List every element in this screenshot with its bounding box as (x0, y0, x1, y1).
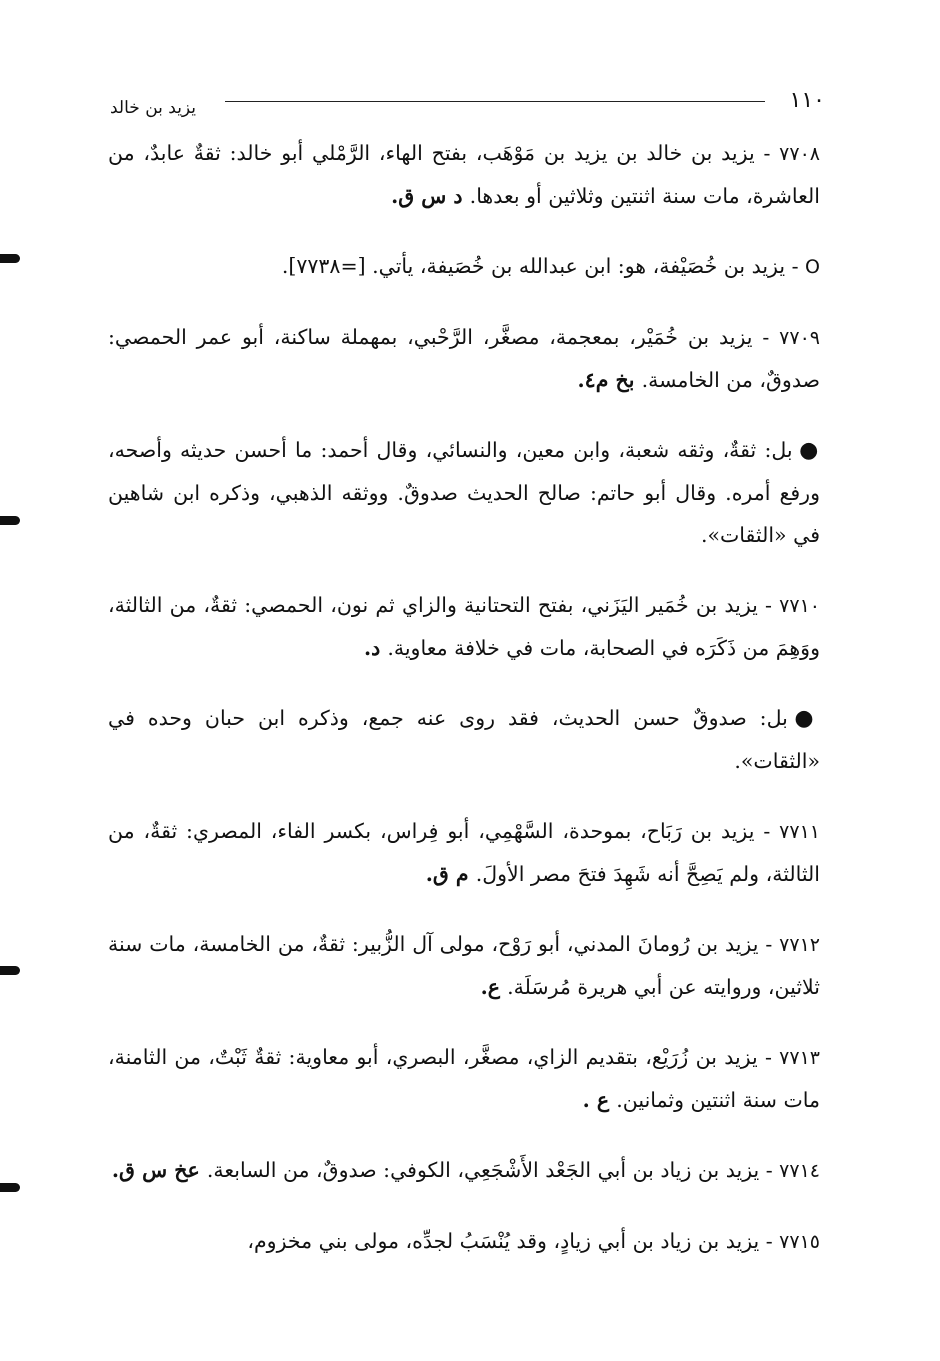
entry-number: ٧٧٠٩ (779, 327, 820, 349)
entry-text: - يزيد بن رُومانَ المدني، أبو رَوْح، مولى آل الزُّبير: ثقةٌ، من الخامسة، مات سنة ثلاثين، وروايته عن أبي هريرة مُرسَلَة. (108, 932, 820, 999)
entry-7713 (108, 1036, 820, 1121)
page-header (110, 88, 825, 128)
entry-symbols: د. (363, 636, 388, 660)
entry-symbols: م ق. (425, 862, 476, 886)
entry-number: ٧٧١٤ (779, 1160, 820, 1182)
circle-icon: O (805, 256, 820, 278)
entry-text: - يزيد بن زياد بن أبي زيادٍ، وقد يُنْسَبُ لجدِّه، مولى بني مخزوم، (247, 1229, 780, 1253)
entry-text: - يزيد بن زُرَيْع، بتقديم الزاي، مصغَّر، البصري، أبو معاوية: ثقةٌ ثَبْتٌ، من الثامنة، مات سنة اثنتين وثمانين. (108, 1045, 820, 1112)
entry-7712 (108, 923, 820, 1008)
entry-number: ٧٧٠٨ (779, 143, 820, 165)
bullet-icon: ● (799, 438, 820, 463)
page-number: ١١٠ (789, 88, 825, 113)
bullet-icon: ● (794, 706, 820, 731)
entry-7708 (108, 132, 820, 217)
entry-symbols: ع. (480, 975, 508, 999)
editor-note (108, 697, 820, 782)
entry-7714 (108, 1149, 820, 1192)
entry-symbols: د س ق. (391, 184, 470, 208)
entry-7709 (108, 316, 820, 401)
entry-text: - يزيد بن خُصَيْفة، هو: ابن عبدالله بن خُصَيفة، يأتي. [=٧٧٣٨]. (281, 254, 806, 278)
entry-number: ٧٧١٢ (779, 934, 820, 956)
note-text: بل: صدوقٌ حسن الحديث، فقد روى عنه جمع، وذكره ابن حبان وحده في «الثقات». (108, 706, 820, 773)
entry-7715 (108, 1220, 820, 1263)
entry-text: - يزيد بن خالد بن يزيد بن مَوْهَب، بفتح الهاء، الرَّمْلي أبو خالد: ثقةٌ عابدٌ، من العاشرة، مات سنة اثنتين وثلاثين أو بعدها. (108, 141, 820, 208)
entry-7710 (108, 584, 820, 669)
entry-symbols: عخ س ق. (111, 1158, 207, 1182)
margin-marker (0, 966, 20, 975)
entry-text: - يزيد بن رَبَاح، بموحدة، السَّهْمِي، أبو فِراس، بكسر الفاء، المصري: ثقةٌ، من الثالثة، ولم يَصِحَّ أنه شَهِدَ فتحَ مصر الأولَ. (108, 819, 820, 886)
entry-number: ٧٧١٣ (779, 1047, 820, 1069)
entry-symbols: ع . (582, 1088, 617, 1112)
entry-text: - يزيد بن خُمَير اليَزَني، بفتح التحتانية والزاي ثم نون، الحمصي: ثقةٌ، من الثالثة، ووَهِمَ من ذَكَرَه في الصحابة، مات في خلافة معاوية. (108, 593, 820, 660)
entry-number: ٧٧١١ (779, 821, 820, 843)
header-rule (225, 101, 765, 102)
margin-marker (0, 1183, 20, 1192)
entry-number: ٧٧١٥ (779, 1231, 820, 1253)
entry-text: - يزيد بن خُمَيْر، بمعجمة، مصغَّر، الرَّحْبي، بمهملة ساكنة، أبو عمر الحمصي: صدوقٌ، من الخامسة. (108, 325, 820, 392)
editor-note (108, 429, 820, 556)
note-text: بل: ثقةٌ، وثقه شعبة، وابن معين، والنسائي، وقال أحمد: ما أحسن حديثه وأصحه، ورفع أمره. وقال أبو حاتم: صالح الحديث صدوقٌ. ووثقه الذهبي، وذكره ابن شاهين في «الثقات». (108, 438, 820, 547)
page-content (108, 132, 820, 1291)
running-head: يزيد بن خالد (110, 98, 197, 118)
margin-marker (0, 254, 20, 263)
entry-number: ٧٧١٠ (779, 595, 820, 617)
entry-symbols: بخ م٤. (577, 368, 642, 392)
entry-cross-reference (108, 245, 820, 288)
margin-marker (0, 516, 20, 525)
entry-text: - يزيد بن زياد بن أبي الجَعْد الأَشْجَعِي، الكوفي: صدوقٌ، من السابعة. (206, 1158, 780, 1182)
entry-7711 (108, 810, 820, 895)
